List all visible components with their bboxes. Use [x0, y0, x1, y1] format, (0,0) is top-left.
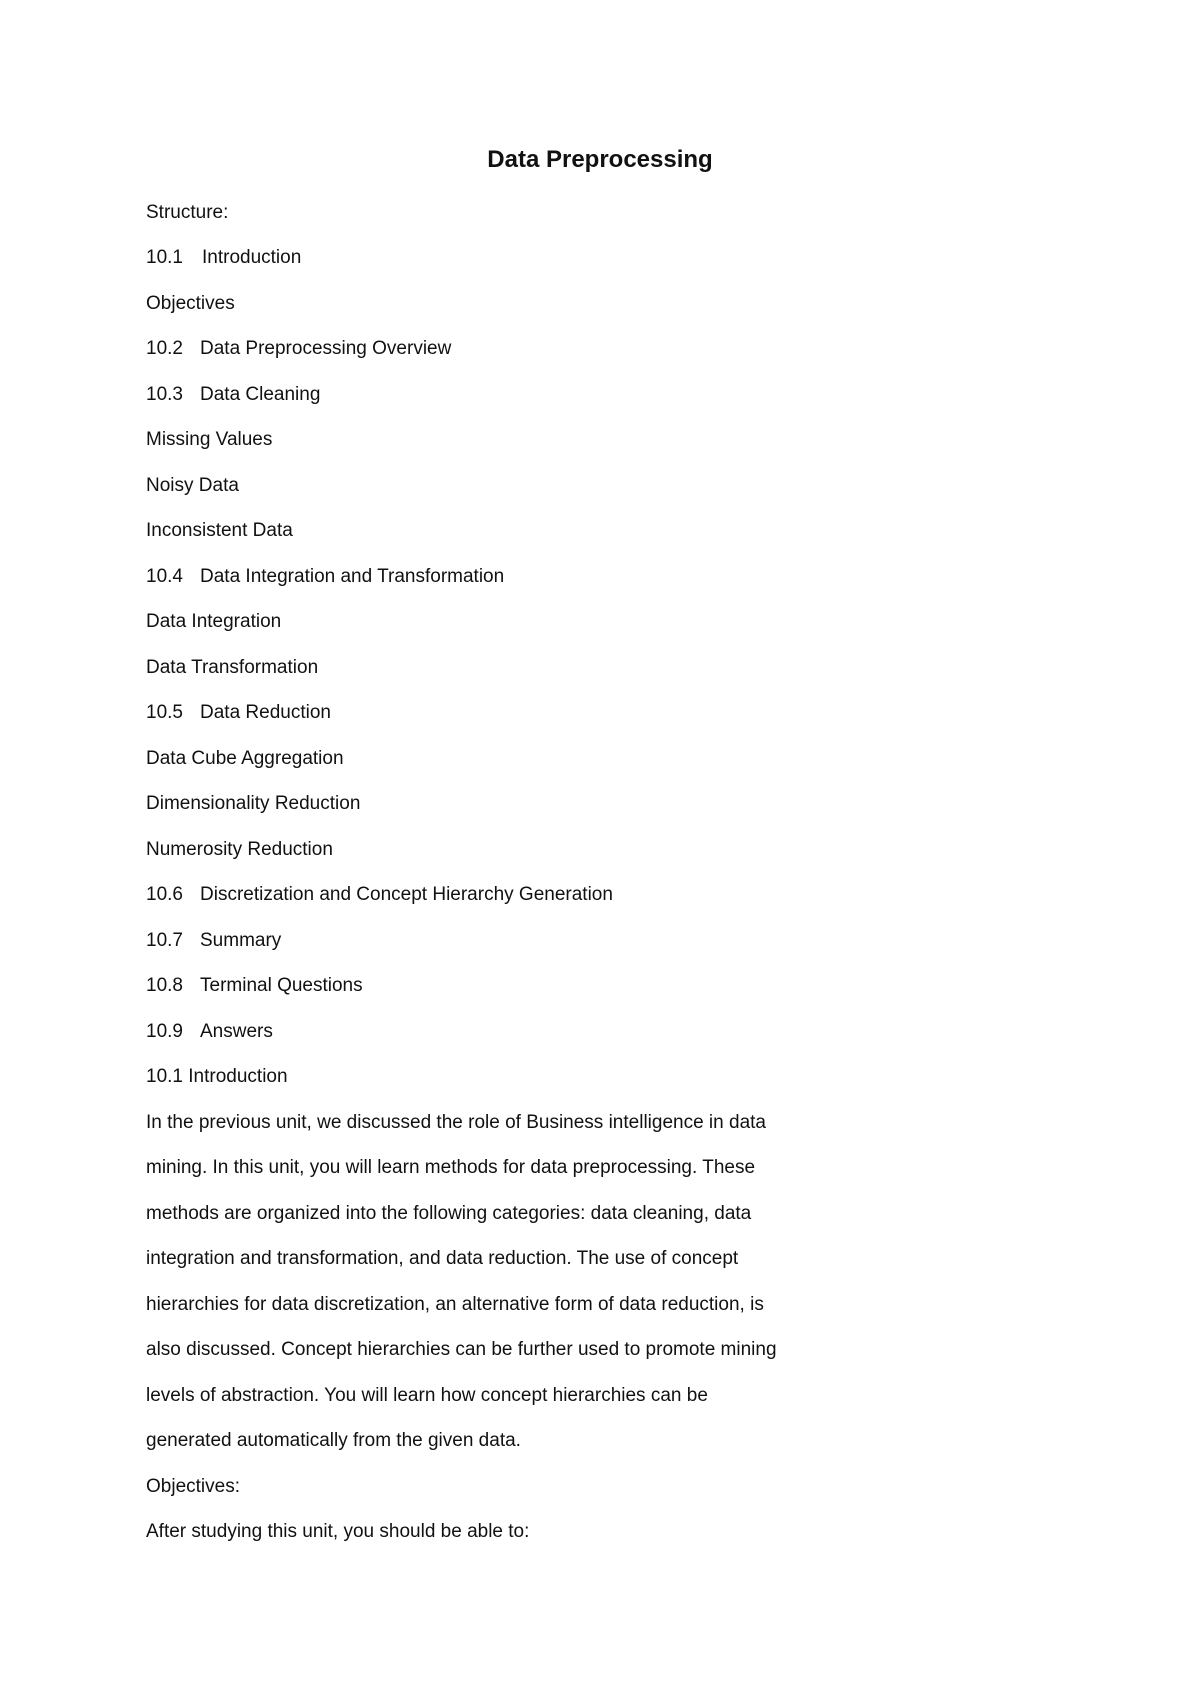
toc-item — [146, 655, 318, 681]
toc-item-text: Summary — [200, 930, 282, 951]
toc-item-number: 10.1 — [146, 247, 183, 268]
toc-item — [146, 791, 360, 817]
toc-item-text: Data Integration and Transformation — [200, 566, 505, 587]
toc-item-number: 10.6 — [146, 884, 183, 905]
intro-heading: 10.1 Introduction — [146, 1066, 288, 1087]
toc-item-number: 10.5 — [146, 702, 183, 723]
toc-item — [146, 382, 320, 408]
toc-item — [146, 518, 293, 544]
toc-item — [146, 1019, 273, 1045]
toc-item-text: Numerosity Reduction — [146, 839, 333, 860]
intro-paragraph-line: also discussed. Concept hierarchies can be further used to promote mining — [146, 1339, 777, 1360]
toc-item — [146, 336, 451, 362]
toc-item-text: Missing Values — [146, 429, 273, 450]
intro-paragraph-line: hierarchies for data discretization, an alternative form of data reduction, is — [146, 1294, 764, 1315]
toc-item-number: 10.4 — [146, 566, 183, 587]
toc-item — [146, 473, 239, 499]
objectives-heading: Objectives: — [146, 1476, 240, 1497]
intro-paragraph-line: methods are organized into the following categories: data cleaning, data — [146, 1203, 752, 1224]
toc-item-number: 10.7 — [146, 930, 183, 951]
page-title: Data Preprocessing — [487, 146, 713, 173]
toc-item — [146, 882, 613, 908]
toc-item — [146, 746, 344, 772]
intro-paragraph-line: generated automatically from the given data. — [146, 1430, 521, 1451]
toc-item-number: 10.9 — [146, 1021, 183, 1042]
toc-item-text: Objectives — [146, 293, 235, 314]
toc-item-text: Data Cube Aggregation — [146, 748, 344, 769]
toc-item — [146, 837, 333, 863]
intro-paragraph-line: levels of abstraction. You will learn how concept hierarchies can be — [146, 1385, 708, 1406]
toc-item-text: Data Integration — [146, 611, 282, 632]
toc-item — [146, 973, 363, 999]
toc-item — [146, 245, 301, 271]
toc-item-text: Data Preprocessing Overview — [200, 338, 452, 359]
toc-item-text: Noisy Data — [146, 475, 239, 496]
toc-item-number: 10.3 — [146, 384, 183, 405]
toc-item — [146, 609, 281, 635]
toc-item-text: Data Cleaning — [200, 384, 321, 405]
toc-item — [146, 427, 272, 453]
intro-paragraph-line: In the previous unit, we discussed the role of Business intelligence in data — [146, 1112, 766, 1133]
toc-item — [146, 928, 281, 954]
intro-paragraph-line: mining. In this unit, you will learn methods for data preprocessing. These — [146, 1157, 756, 1178]
toc-item — [146, 700, 331, 726]
toc-item — [146, 291, 235, 317]
toc-item-text: Discretization and Concept Hierarchy Generation — [200, 884, 613, 905]
intro-paragraph-line: integration and transformation, and data reduction. The use of concept — [146, 1248, 739, 1269]
toc-item — [146, 564, 504, 590]
toc-item-text: Terminal Questions — [200, 975, 363, 996]
toc-item-text: Inconsistent Data — [146, 520, 293, 541]
toc-item-text: Dimensionality Reduction — [146, 793, 361, 814]
toc-item-number: 10.2 — [146, 338, 183, 359]
toc-item-text: Data Transformation — [146, 657, 319, 678]
toc-item-text: Answers — [200, 1021, 273, 1042]
objectives-intro: After studying this unit, you should be able to: — [146, 1521, 530, 1542]
toc-item-text: Data Reduction — [200, 702, 331, 723]
structure-label: Structure: — [146, 202, 229, 223]
toc-item-number: 10.8 — [146, 975, 183, 996]
toc-item-text: Introduction — [202, 247, 302, 268]
